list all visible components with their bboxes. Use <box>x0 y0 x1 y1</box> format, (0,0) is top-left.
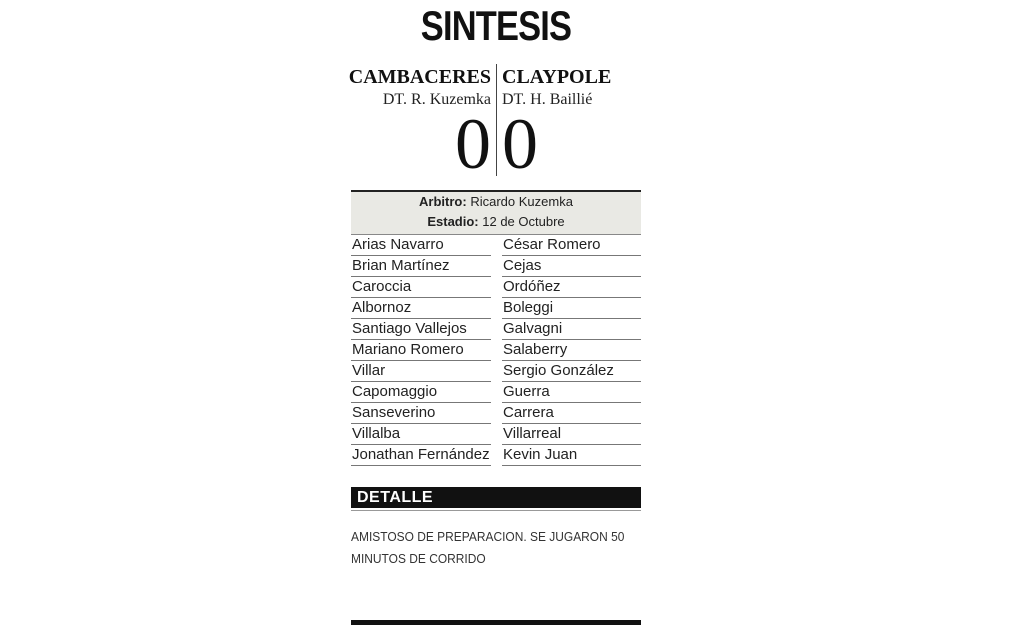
stadium-label: Estadio: <box>427 214 479 229</box>
home-coach: DT. R. Kuzemka <box>382 91 491 108</box>
list-item: Galvagni <box>502 319 641 340</box>
match-summary <box>348 0 641 635</box>
home-score: 0 <box>455 104 491 184</box>
stadium-line <box>351 212 641 232</box>
list-item: Arias Navarro <box>351 235 491 256</box>
list-item: Albornoz <box>351 298 491 319</box>
list-item: Cejas <box>502 256 641 277</box>
away-lineup <box>502 235 641 466</box>
list-item: Villarreal <box>502 424 641 445</box>
detail-line: MINUTOS DE CORRIDO <box>351 551 486 566</box>
away-score: 0 <box>502 104 538 184</box>
list-item: Boleggi <box>502 298 641 319</box>
home-team-name: CAMBACERES <box>348 66 491 88</box>
list-item: Santiago Vallejos <box>351 319 491 340</box>
list-item: Brian Martínez <box>351 256 491 277</box>
list-item: Villalba <box>351 424 491 445</box>
detail-text <box>351 526 636 570</box>
detail-line: AMISTOSO DE PREPARACION. SE JUGARON 50 <box>351 529 625 544</box>
list-item: Ordóñez <box>502 277 641 298</box>
stadium-name: 12 de Octubre <box>478 214 565 229</box>
list-item: Salaberry <box>502 340 641 361</box>
detail-heading: DETALLE <box>351 487 641 508</box>
away-team-name: CLAYPOLE <box>502 66 612 88</box>
list-item: Sanseverino <box>351 403 491 424</box>
list-item: Sergio González <box>502 361 641 382</box>
match-info-box <box>351 190 641 235</box>
list-item: Jonathan Fernández <box>351 445 491 466</box>
away-coach: DT. H. Baillié <box>502 91 593 108</box>
list-item: Carrera <box>502 403 641 424</box>
page-title: SINTESIS <box>420 2 572 49</box>
bottom-divider <box>351 620 641 625</box>
detail-divider <box>351 510 641 511</box>
referee-name: Ricardo Kuzemka <box>466 194 573 209</box>
referee-label: Arbitro: <box>419 194 467 209</box>
home-lineup <box>351 235 491 466</box>
list-item: Kevin Juan <box>502 445 641 466</box>
list-item: Mariano Romero <box>351 340 491 361</box>
list-item: Caroccia <box>351 277 491 298</box>
list-item: César Romero <box>502 235 641 256</box>
referee-line <box>351 192 641 212</box>
team-divider <box>496 64 497 176</box>
list-item: Guerra <box>502 382 641 403</box>
list-item: Capomaggio <box>351 382 491 403</box>
list-item: Villar <box>351 361 491 382</box>
